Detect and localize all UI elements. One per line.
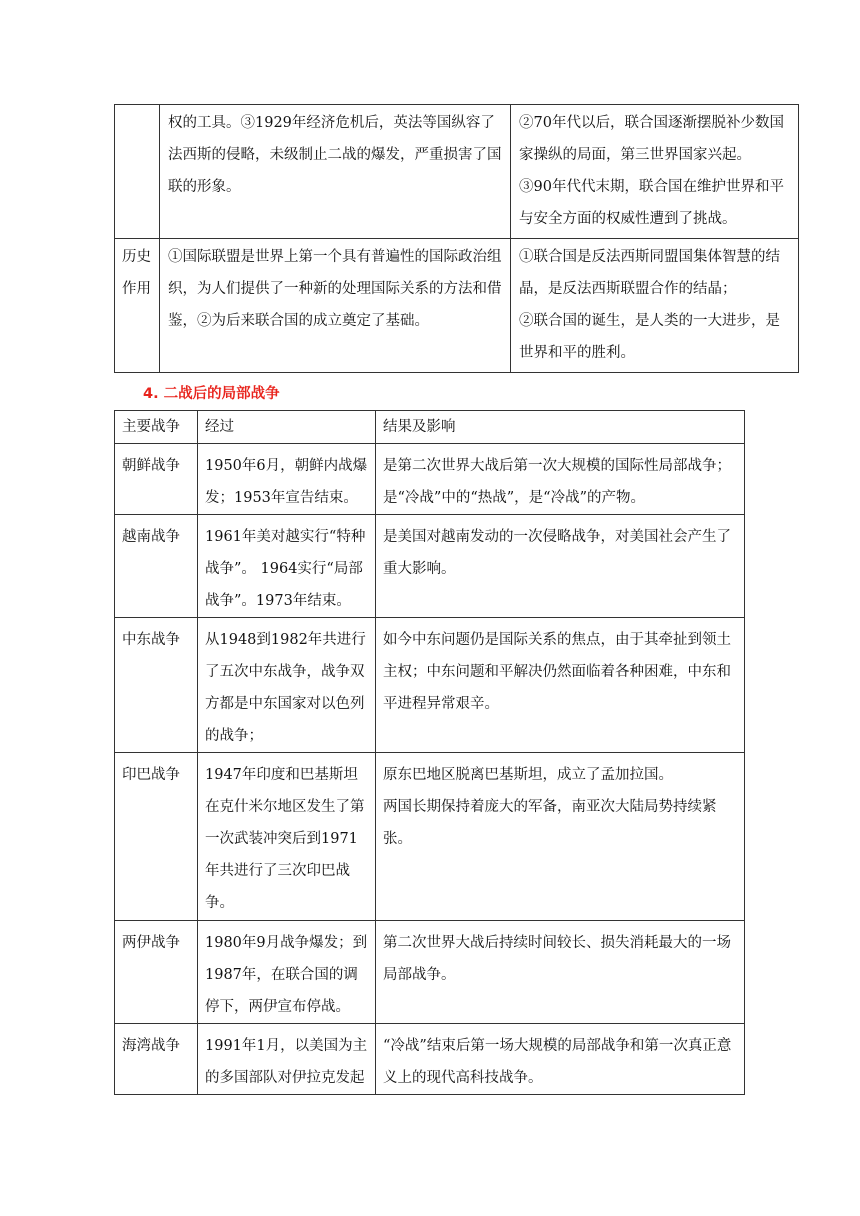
war-name-cell: 越南战争 (115, 515, 198, 618)
column-header: 结果及影响 (376, 411, 745, 444)
league-vs-un-table (114, 104, 799, 373)
war-name-cell: 中东战争 (115, 618, 198, 753)
course-cell (198, 444, 376, 515)
cell-text: 1947年印度和巴基斯坦在克什米尔地区发生了第一次武装冲突后到1971年共进行了三次印巴战争。 (205, 767, 365, 911)
local-wars-table (114, 410, 745, 1095)
cell-text: 两国长期保持着庞大的军备，南亚次大陆局势持续紧张。 (383, 799, 717, 847)
course-cell (198, 618, 376, 753)
cell-text: 权的工具。③1929年经济危机后，英法等国纵容了法西斯的侵略，未级制止二战的爆发，严重损害了国联的形象。 (168, 115, 502, 195)
cell-text: 从1948到1982年共进行了五次中东战争，战争双方都是中东国家对以色列的战争； (205, 632, 366, 744)
war-name-cell: 两伊战争 (115, 921, 198, 1024)
league-cell (160, 239, 511, 373)
war-name-cell: 印巴战争 (115, 753, 198, 921)
table-row (115, 239, 799, 373)
cell-text: 1950年6月，朝鲜内战爆发；1953年宣告结束。 (205, 458, 368, 506)
result-cell (376, 753, 745, 921)
cell-text: ③90年代代末期，联合国在维护世界和平与安全方面的权威性遭到了挑战。 (519, 179, 784, 227)
cell-text: 1980年9月战争爆发；到1987年，在联合国的调停下，两伊宣布停战。 (205, 935, 368, 1015)
war-name-cell: 海湾战争 (115, 1024, 198, 1095)
cell-text: “冷战”结束后第一场大规模的局部战争和第一次真正意义上的现代高科技战争。 (383, 1038, 732, 1086)
result-cell (376, 618, 745, 753)
cell-text: 1961年美对越实行“特种战争”。 1964实行“局部战争”。1973年结束。 (205, 529, 366, 609)
section-heading: 4. 二战后的局部战争 (143, 386, 280, 402)
un-cell (511, 239, 799, 373)
war-name-cell: 朝鲜战争 (115, 444, 198, 515)
table-row (115, 753, 745, 921)
row-label: 历史作用 (122, 249, 151, 297)
result-cell (376, 515, 745, 618)
column-header: 主要战争 (115, 411, 198, 444)
cell-text: 是美国对越南发动的一次侵略战争，对美国社会产生了重大影响。 (383, 529, 731, 577)
result-cell (376, 1024, 745, 1095)
table-row (115, 444, 745, 515)
cell-text: ①联合国是反法西斯同盟国集体智慧的结晶，是反法西斯联盟合作的结晶； (519, 249, 780, 297)
cell-text: 如今中东问题仍是国际关系的焦点，由于其牵扯到领土主权；中东问题和平解决仍然面临着各种困难，中东和平进程异常艰辛。 (383, 632, 731, 712)
un-cell (511, 105, 799, 239)
table-row (115, 1024, 745, 1095)
result-cell (376, 444, 745, 515)
cell-text: ②70年代以后，联合国逐渐摆脱补少数国家操纵的局面，第三世界国家兴起。 (519, 115, 784, 163)
cell-text: 第二次世界大战后持续时间较长、损失消耗最大的一场局部战争。 (383, 935, 731, 983)
cell-text: ①国际联盟是世界上第一个具有普遍性的国际政治组织，为人们提供了一种新的处理国际关系的方法和借鉴，②为后来联合国的成立奠定了基础。 (168, 249, 502, 329)
cell-text: 原东巴地区脱离巴基斯坦，成立了孟加拉国。 (383, 767, 673, 783)
row-label-cell (115, 105, 160, 239)
course-cell (198, 515, 376, 618)
cell-text: 是第二次世界大战后第一次大规模的国际性局部战争；是“冷战”中的“热战”，是“冷战”的产物。 (383, 458, 731, 506)
table-row (115, 515, 745, 618)
table-row (115, 618, 745, 753)
cell-text: ②联合国的诞生，是人类的一大进步，是世界和平的胜利。 (519, 313, 780, 361)
table-row (115, 105, 799, 239)
course-cell (198, 1024, 376, 1095)
table-header-row (115, 411, 745, 444)
league-cell (160, 105, 511, 239)
column-header: 经过 (198, 411, 376, 444)
course-cell (198, 753, 376, 921)
table-row (115, 921, 745, 1024)
cell-text: 1991年1月，以美国为主的多国部队对伊拉克发起 (205, 1038, 368, 1086)
result-cell (376, 921, 745, 1024)
row-label-cell (115, 239, 160, 373)
course-cell (198, 921, 376, 1024)
